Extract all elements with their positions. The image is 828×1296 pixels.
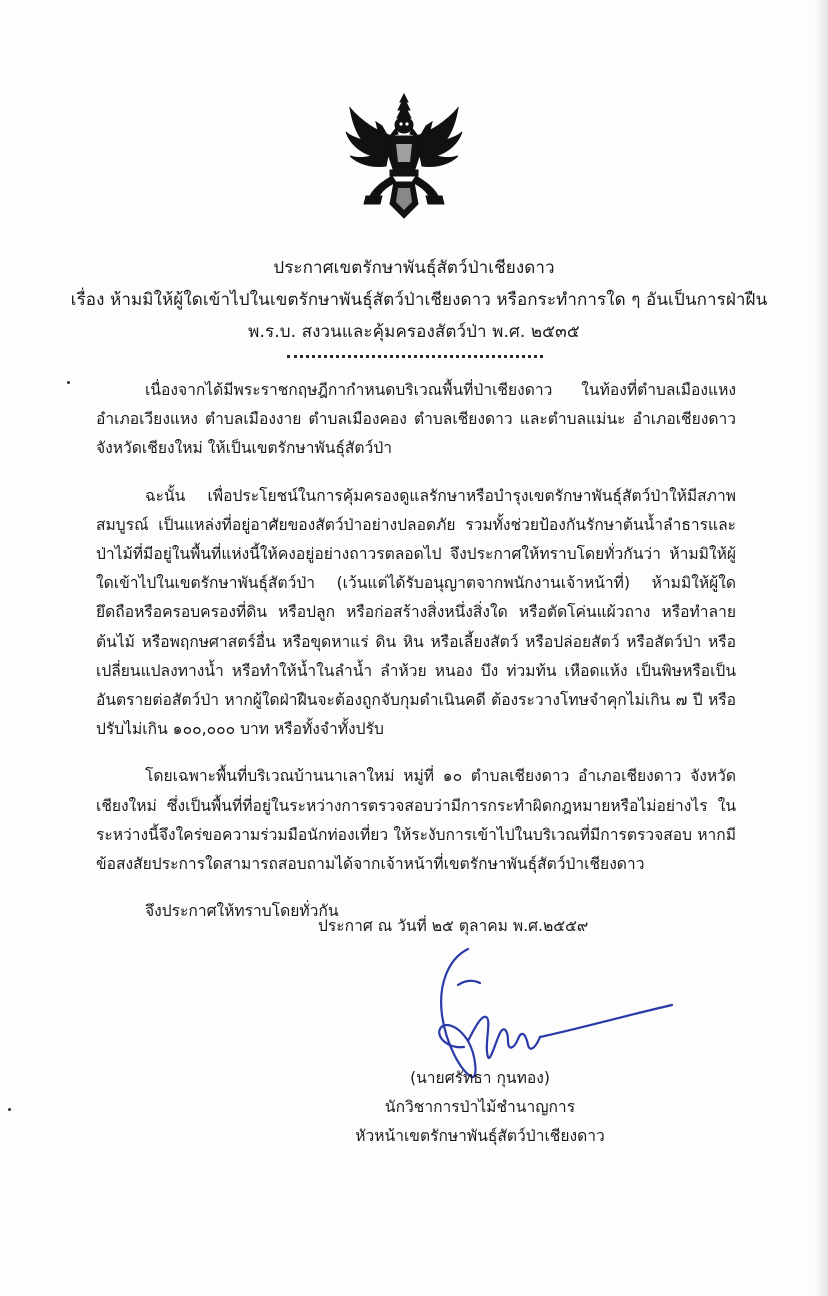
announcement-header — [0, 252, 828, 348]
announcement-title: ประกาศเขตรักษาพันธุ์สัตว์ป่าเชียงดาว — [273, 258, 555, 278]
scan-edge-shadow — [814, 0, 828, 1296]
announcement-date: ประกาศ ณ วันที่ ๒๕ ตุลาคม พ.ศ.๒๕๕๙ — [318, 917, 589, 935]
announcement-subject: เรื่อง ห้ามมิให้ผู้ใดเข้าไปในเขตรักษาพันธุ์สัตว์ป่าเชียงดาว หรือกระทำการใด ๆ อันเป็นการฝ่าฝืน — [70, 290, 768, 310]
body-paragraph-1: เนื่องจากได้มีพระราชกฤษฎีกากำหนดบริเวณพื้นที่ป่าเชียงดาว ในท้องที่ตำบลเมืองแหง อำเภอเวียงแหง ตำบลเมืองงาย ตำบลเมืองคอง ตำบลเชียงดาว และตำบลแม่นะ อำเภอเชียงดาว จังหวัดเชียงใหม่ ให้เป็นเขตรักษาพันธุ์สัตว์ป่า — [96, 381, 736, 458]
signatory-office: หัวหน้าเขตรักษาพันธุ์สัตว์ป่าเชียงดาว — [355, 1127, 605, 1145]
scan-speck — [67, 381, 70, 384]
signatory-block — [330, 1064, 630, 1151]
announcement-body — [96, 376, 736, 944]
signatory-position: นักวิชาการป่าไม้ชำนาญการ — [384, 1098, 576, 1116]
announcement-act-reference: พ.ร.บ. สงวนและคุ้มครองสัตว์ป่า พ.ศ. ๒๕๓๕ — [248, 322, 580, 342]
scan-speck — [8, 1108, 11, 1111]
body-paragraph-3: โดยเฉพาะพื้นที่บริเวณบ้านนาเลาใหม่ หมู่ที่ ๑๐ ตำบลเชียงดาว อำเภอเชียงดาว จังหวัดเชียงใหม่ ซึ่งเป็นพื้นที่ที่อยู่ในระหว่างการตรวจสอบว่ามีการกระทำผิดกฎหมายหรือไม่อย่างไร ในระหว่างนี้จึงใคร่ขอความร่วมมือนักท่องเที่ยว ให้ระงับการเข้าไปในบริเวณที่มีการตรวจสอบ หากมีข้อสงสัยประการใดสามารถสอบถามได้จากเจ้าหน้าที่เขตรักษาพันธุ์สัตว์ป่าเชียงดาว — [96, 767, 736, 874]
header-divider — [287, 355, 543, 358]
closing-statement: จึงประกาศให้ทราบโดยทั่วกัน — [145, 902, 339, 921]
signatory-name: (นายศรัทธา กุนทอง) — [410, 1069, 550, 1087]
garuda-emblem-icon — [342, 92, 466, 220]
body-paragraph-2: ฉะนั้น เพื่อประโยชน์ในการคุ้มครองดูแลรักษาหรือบำรุงเขตรักษาพันธุ์สัตว์ป่าให้มีสภาพสมบูรณ์ เป็นแหล่งที่อยู่อาศัยของสัตว์ป่าอย่างปลอดภัย รวมทั้งช่วยป้องกันรักษาต้นน้ำลำธารและป่าไม้ที่มีอยู่ในพื้นที่แห่งนี้ให้คงอยู่อย่างถาวรตลอดไป จึงประกาศให้ทราบโดยทั่วกันว่า ห้ามมิให้ผู้ใดเข้าไปในเขตรักษาพันธุ์สัตว์ป่า (เว้นแต่ได้รับอนุญาตจากพนักงานเจ้าหน้าที่) ห้ามมิให้ผู้ใดยึดถือหรือครอบครองที่ดิน หรือปลูก หรือก่อสร้างสิ่งหนึ่งสิ่งใด หรือตัดโค่นแผ้วถาง หรือทำลายต้นไม้ หรือพฤกษศาสตร์อื่น หรือขุดหาแร่ ดิน หิน หรือเลี้ยงสัตว์ หรือปล่อยสัตว์ หรือสัตว์ป่า หรือเปลี่ยนแปลงทางน้ำ หรือทำให้น้ำในลำน้ำ ลำห้วย หนอง บึง ท่วมท้น เหือดแห้ง เป็นพิษหรือเป็นอันตรายต่อสัตว์ป่า หากผู้ใดฝ่าฝืนจะต้องถูกจับกุมดำเนินคดี ต้องระวางโทษจำคุกไม่เกิน ๗ ปี หรือปรับไม่เกิน ๑๐๐,๐๐๐ บาท หรือทั้งจำทั้งปรับ — [96, 486, 736, 739]
